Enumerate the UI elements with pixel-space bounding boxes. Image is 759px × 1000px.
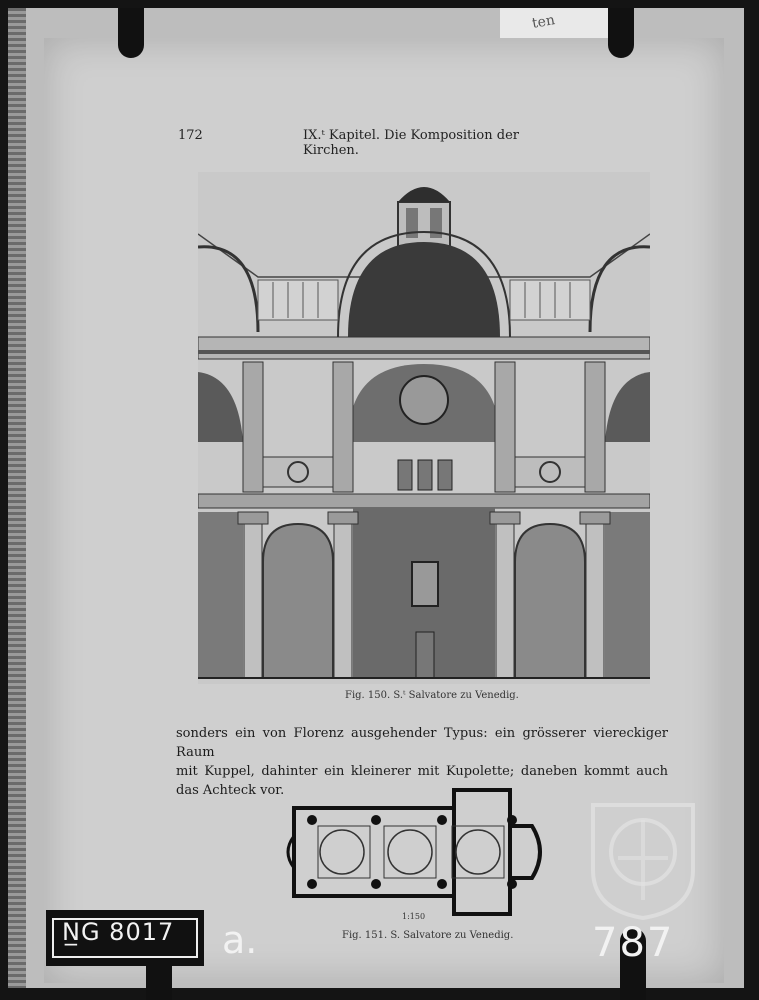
body-line-1: sonders ein von Florenz ausgehender Typus: ein grösserer viereckiger Raum (176, 726, 668, 760)
figure-150-caption: Fig. 150. S.ᵗ Salvatore zu Venedig. (345, 690, 519, 701)
body-line-3: das Achteck vor. (176, 783, 285, 798)
body-line-2: mit Kuppel, dahinter ein kleinerer mit Kupolette; daneben kommt auch (176, 764, 668, 779)
adjacent-page-strip: ten (500, 8, 610, 48)
figure-151-scale: 1:150 (402, 912, 426, 921)
plate-edge-strip (8, 8, 26, 988)
clip-top-right (608, 8, 634, 58)
clip-top-left (118, 8, 144, 58)
collection-stamp (588, 800, 698, 920)
archive-mark-number: 787 (592, 920, 675, 966)
figure-151-floor-plan (282, 786, 554, 918)
archive-number: N̲G 8017 (62, 918, 175, 946)
figure-151-caption: Fig. 151. S. Salvatore zu Venedig. (342, 930, 514, 941)
archive-mark-letter: a. (222, 918, 258, 962)
page-number: 172 (178, 128, 203, 143)
chapter-title: IX.ᵗ Kapitel. Die Komposition der Kirchen. (303, 128, 519, 158)
figure-150-section-drawing (198, 172, 650, 684)
